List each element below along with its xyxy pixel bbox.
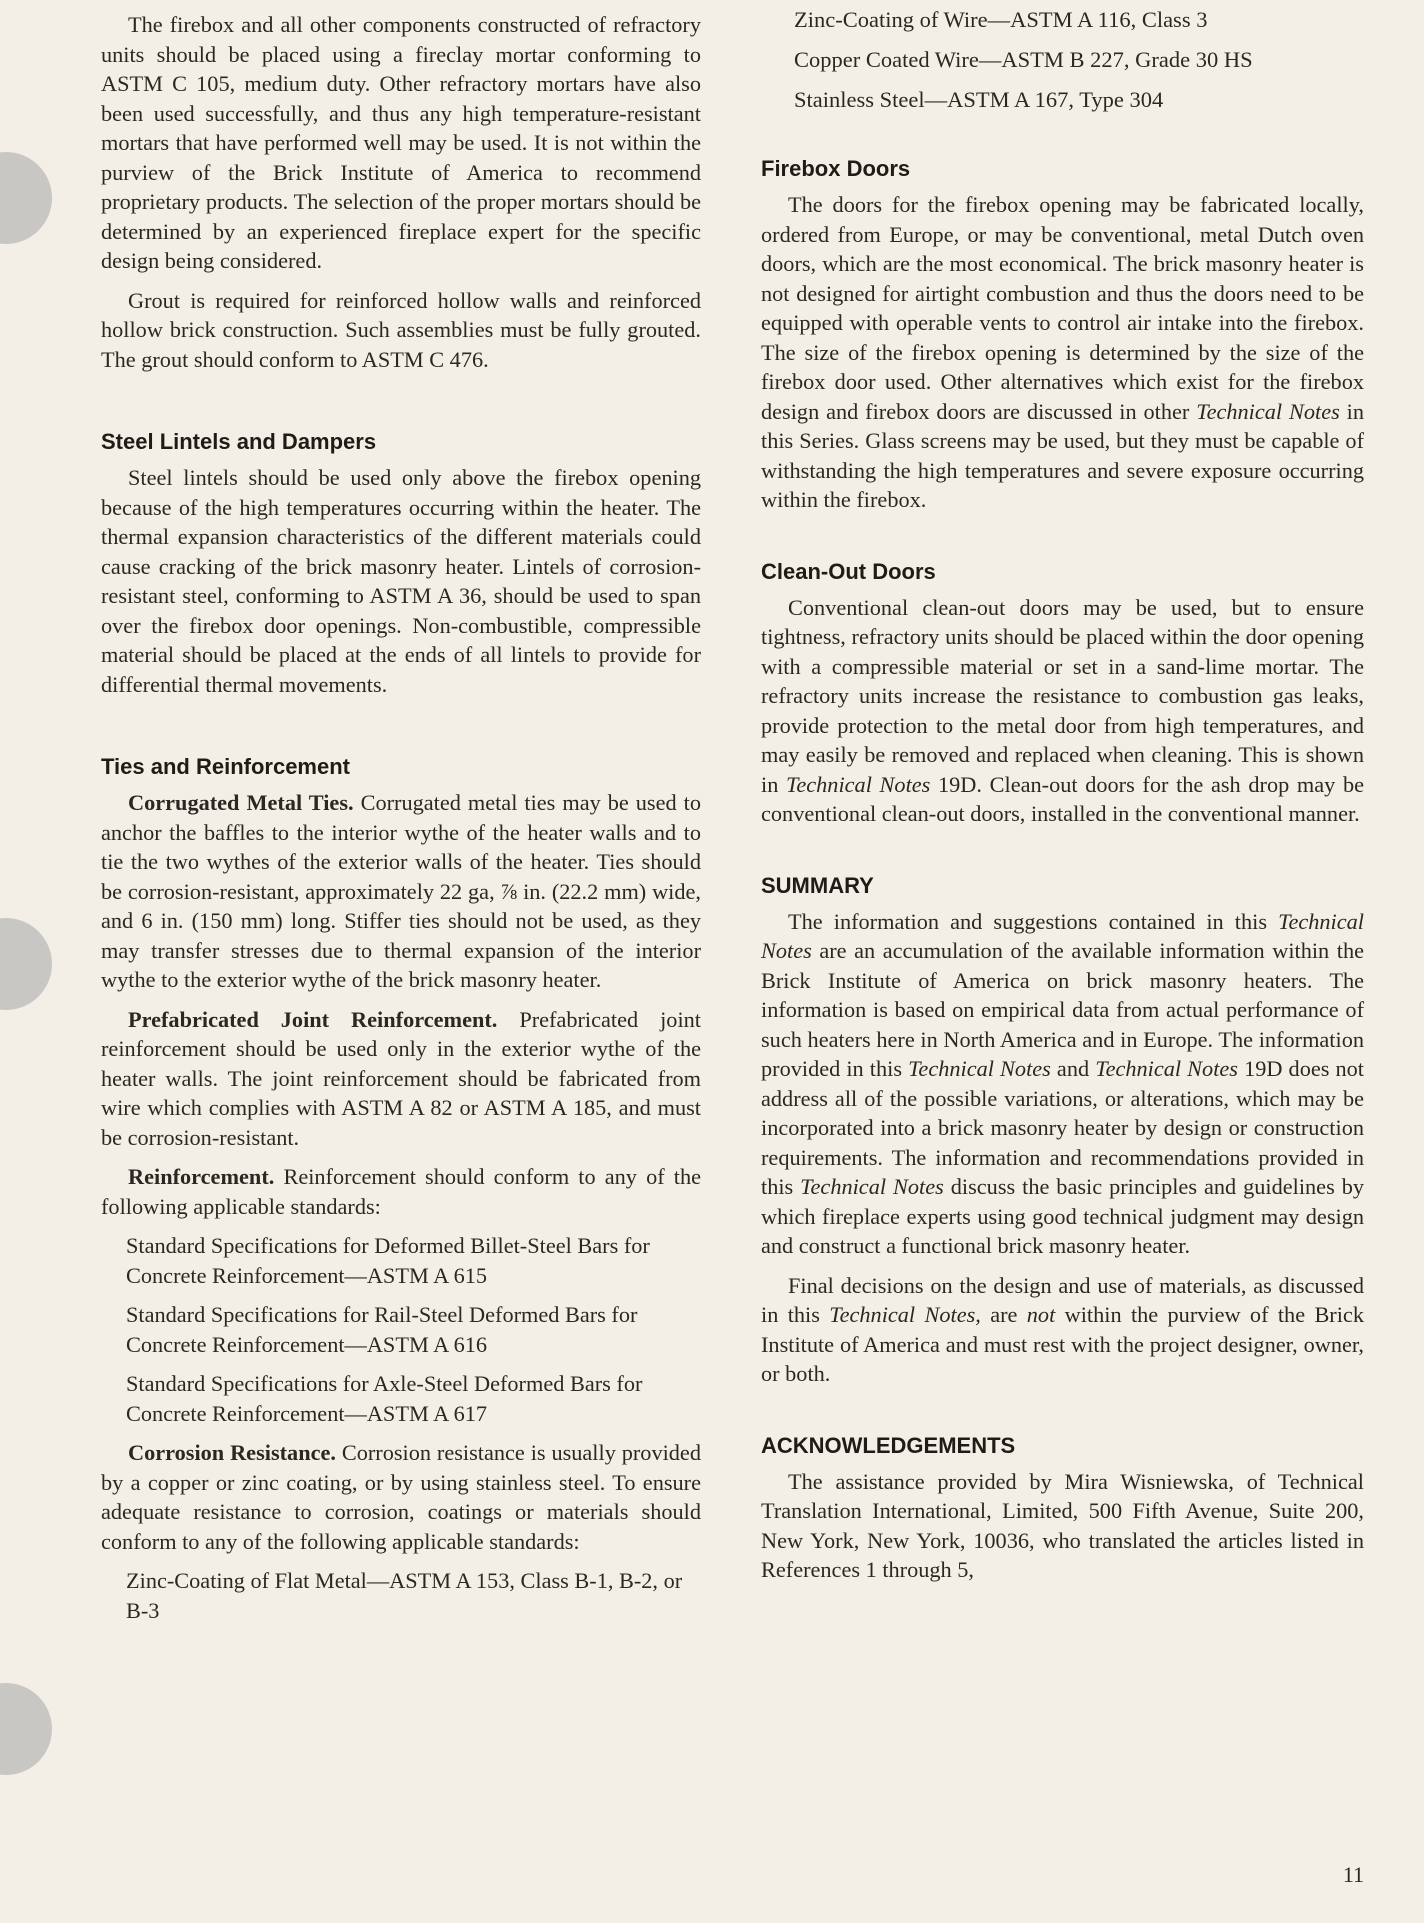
steel-lintels-paragraph: Steel lintels should be used only above the firebox opening because of the high temperatures occurring within the heater. The thermal expansion characteristics of the different materials could cause cracking of the brick masonry heater. Lintels of corrosion-resistant steel, conforming to ASTM A 36, should be used to span over the firebox door openings. Non-combustible, compressible material should be placed at the ends of all lintels to provide for differential thermal movements. bbox=[101, 465, 701, 697]
summary-text: 19D does not address all of the possible variations, or alterations, which may be incorporated into a brick masonry heater by design or construction requirements. The information and recommendations provided in this bbox=[761, 1056, 1365, 1199]
binder-hole-middle bbox=[0, 918, 52, 1010]
corrosion-runin: Corrosion Resistance. bbox=[128, 1440, 336, 1465]
summary-text: within the purview of the Brick Institute of America and must rest with the project designer, owner, or both. bbox=[761, 1302, 1364, 1386]
cleanout-doors-italic: Technical Notes bbox=[786, 771, 931, 797]
firebox-doors-heading: Firebox Doors bbox=[761, 156, 911, 181]
acknowledgements-paragraph: The assistance provided by Mira Wisniewska, of Technical Translation International, Limited, 500 Fifth Avenue, Suite 200, New York, New York, 10036, who translated the articles listed in References 1 through 5, bbox=[761, 1468, 1364, 1582]
cleanout-doors-text-b: 19D. Clean-out doors for the ash drop may be conventional clean-out doors, installed in the conventional manner. bbox=[761, 771, 1364, 826]
corrugated-runin: Corrugated Metal Ties. bbox=[128, 790, 354, 815]
reinforcement-paragraph bbox=[101, 1162, 701, 1221]
prefab-text: Prefabricated joint reinforcement should be used only in the exterior wythe of the heater walls. The joint reinforcement should be fabricated from wire which complies with ASTM A 82 or ASTM A 185, and must be corrosion-resistant. bbox=[101, 1006, 701, 1150]
firebox-doors-text-b: in this Series. Glass screens may be used, but they must be capable of withstanding the high temperatures and severe exposure occurring within the firebox. bbox=[761, 398, 1364, 512]
prefab-runin: Prefabricated Joint Reinforcement. bbox=[128, 1006, 498, 1032]
cleanout-doors-text-a: Conventional clean-out doors may be used, but to ensure tightness, refractory units should be placed within the door opening with a compressible material or set in a sand-lime mortar. The refractory units increase the resistance to combustion gas leaks, provide protection to the metal door from high temperatures, and may easily be removed and replaced when cleaning. This is shown in bbox=[761, 594, 1364, 797]
right-column bbox=[761, 0, 1364, 1585]
cleanout-doors-paragraph bbox=[761, 593, 1364, 829]
firebox-doors-italic: Technical Notes bbox=[1196, 398, 1340, 424]
summary-italic: Technical Notes bbox=[800, 1174, 944, 1199]
reinforcement-text: Reinforcement should conform to any of the following applicable standards: bbox=[101, 1164, 701, 1219]
summary-italic: Technical Notes bbox=[908, 1056, 1051, 1081]
corrugated-text: Corrugated metal ties may be used to anchor the baffles to the interior wythe of the heater walls and to tie the two wythes of the exterior walls of the heater. Ties should be corrosion-resistant, approximately 22 ga, ⅞ in. (22.2 mm) wide, and 6 in. (150 mm) long. Stiffer ties should not be used, as they may transfer stresses due to thermal expansion of the interior wythe to the exterior wythe of the brick masonry heater. bbox=[101, 790, 701, 992]
page-number: 11 bbox=[1342, 1862, 1364, 1887]
wire-standard-item: Stainless Steel—ASTM A 167, Type 304 bbox=[794, 87, 1164, 112]
corrosion-text: Corrosion resistance is usually provided by a copper or zinc coating, or by using stainless steel. To ensure adequate resistance to corrosion, coatings or materials should conform to any of the following applicable standards: bbox=[101, 1440, 701, 1554]
standard-item: Standard Specifications for Axle-Steel Deformed Bars for Concrete Reinforcement—ASTM A 617 bbox=[126, 1371, 643, 1426]
prefab-reinforcement-paragraph bbox=[101, 1005, 701, 1153]
wire-standard-item: Copper Coated Wire—ASTM B 227, Grade 30 HS bbox=[794, 47, 1253, 72]
left-column bbox=[101, 10, 701, 1625]
intro-paragraph-1: The firebox and all other components constructed of refractory units should be placed using a fireclay mortar conforming to ASTM C 105, medium duty. Other refractory mortars have also been used successfully, and thus any high temperature-resistant mortars that have performed well may be used. It is not within the purview of the Brick Institute of America to recommend proprietary products. The selection of the proper mortars should be determined by an experienced fireplace expert for the specific design being considered. bbox=[101, 12, 701, 273]
firebox-doors-text-a: The doors for the firebox opening may be fabricated locally, ordered from Europe, or may be conventional, metal Dutch oven doors, which are the most economical. The brick masonry heater is not designed for airtight combustion and thus the doors need to be equipped with operable vents to control air intake into the firebox. The size of the firebox opening is determined by the size of the firebox door used. Other alternatives which exist for the firebox design and firebox doors are discussed in other bbox=[761, 192, 1364, 424]
summary-text: are an accumulation of the available information within the Brick Institute of America on brick masonry heaters. The information is based on empirical data from actual performance of such heaters here in North America and in Europe. The information provided in this bbox=[761, 938, 1364, 1081]
summary-heading: SUMMARY bbox=[761, 872, 874, 898]
wire-standard-item: Zinc-Coating of Wire—ASTM A 116, Class 3 bbox=[794, 7, 1208, 32]
acknowledgements-heading: ACKNOWLEDGEMENTS bbox=[761, 1432, 1016, 1458]
zinc-flat-standard: Zinc-Coating of Flat Metal—ASTM A 153, Class B-1, B-2, or B-3 bbox=[126, 1568, 683, 1623]
binder-hole-bottom bbox=[0, 1683, 52, 1775]
summary-text: are bbox=[980, 1302, 1027, 1327]
intro-paragraph-2: Grout is required for reinforced hollow walls and reinforced hollow brick construction. Such assemblies must be fully grouted. The grout should conform to ASTM C 476. bbox=[101, 287, 701, 372]
reinforcement-runin: Reinforcement. bbox=[128, 1164, 275, 1189]
summary-italic: Technical Notes bbox=[761, 908, 1364, 963]
standard-item: Standard Specifications for Deformed Billet-Steel Bars for Concrete Reinforcement—ASTM A 615 bbox=[126, 1233, 650, 1288]
summary-text: Final decisions on the design and use of materials, as discussed in this bbox=[761, 1272, 1364, 1327]
steel-lintels-heading: Steel Lintels and Dampers bbox=[101, 429, 377, 454]
summary-italic: Technical Notes bbox=[1095, 1056, 1238, 1081]
summary-text: discuss the basic principles and guidelines by which fireplace experts using good technical judgment may design and construct a functional brick masonry heater. bbox=[761, 1174, 1364, 1258]
summary-paragraph-2 bbox=[761, 1271, 1364, 1389]
summary-italic: Technical Notes, bbox=[829, 1302, 981, 1327]
standard-item: Standard Specifications for Rail-Steel Deformed Bars for Concrete Reinforcement—ASTM A 616 bbox=[126, 1302, 638, 1357]
summary-italic: not bbox=[1026, 1302, 1056, 1327]
cleanout-doors-heading: Clean-Out Doors bbox=[761, 558, 936, 584]
summary-text: The information and suggestions contained in this bbox=[788, 908, 1279, 934]
binder-hole-top bbox=[0, 152, 52, 244]
summary-paragraph-1 bbox=[761, 907, 1364, 1261]
corrosion-resistance-paragraph bbox=[101, 1438, 701, 1556]
corrugated-ties-paragraph bbox=[101, 788, 701, 995]
summary-text: and bbox=[1050, 1056, 1096, 1081]
ties-heading: Ties and Reinforcement bbox=[101, 754, 350, 779]
firebox-doors-paragraph bbox=[761, 190, 1364, 515]
